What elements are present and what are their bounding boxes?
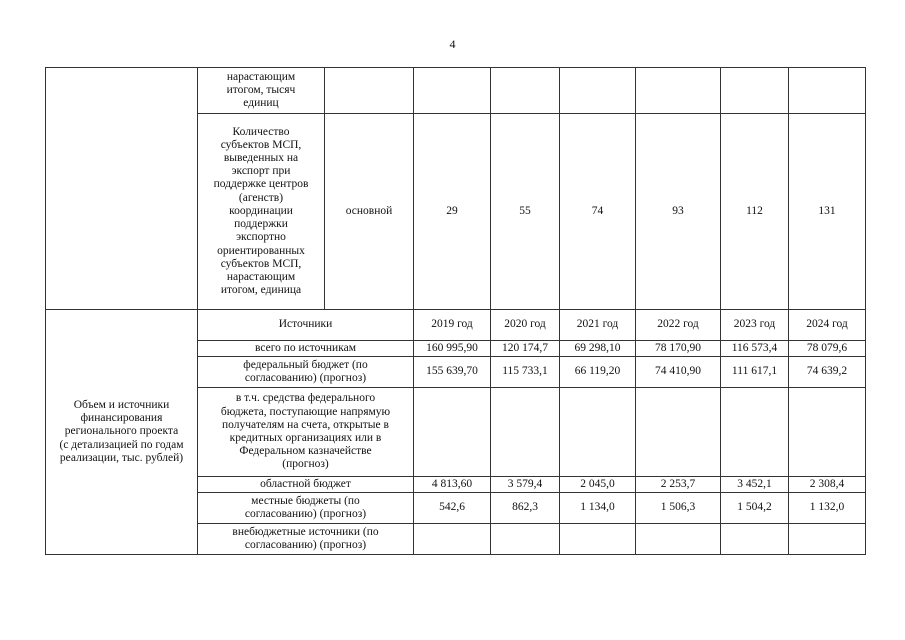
source-label: областной бюджет (260, 477, 351, 490)
year-header: 2021 год (560, 310, 636, 341)
source-value: 155 639,70 (414, 357, 491, 388)
source-value (636, 388, 721, 477)
source-value: 160 995,90 (414, 341, 491, 357)
source-value: 4 813,60 (414, 477, 491, 493)
source-value (414, 388, 491, 477)
indicator-value: 29 (414, 114, 491, 310)
source-value: 74 410,90 (636, 357, 721, 388)
indicator-type (325, 68, 414, 114)
indicator-value (560, 68, 636, 114)
source-value: 116 573,4 (721, 341, 789, 357)
source-value (491, 524, 560, 555)
source-value: 1 504,2 (721, 493, 789, 524)
source-label: внебюджетные источники (по согласованию) (прогноз) (232, 525, 379, 551)
page-number: 4 (449, 37, 456, 51)
sources-header: Источники (198, 310, 414, 341)
source-value: 74 639,2 (789, 357, 866, 388)
indicator-value: 131 (789, 114, 866, 310)
empty-section-cell (46, 68, 198, 310)
indicator-value: 74 (560, 114, 636, 310)
source-value: 78 079,6 (789, 341, 866, 357)
source-value: 862,3 (491, 493, 560, 524)
indicator-row (46, 68, 866, 114)
project-table (45, 67, 866, 555)
source-value (721, 524, 789, 555)
indicator-value: 112 (721, 114, 789, 310)
source-value: 542,6 (414, 493, 491, 524)
source-value: 115 733,1 (491, 357, 560, 388)
indicator-value (491, 68, 560, 114)
financing-section-title: Объем и источники финансирования регионального проекта (с детализацией по годам реализации, тыс. рублей) (46, 310, 198, 555)
source-value: 2 253,7 (636, 477, 721, 493)
source-value: 66 119,20 (560, 357, 636, 388)
source-value: 69 298,10 (560, 341, 636, 357)
indicator-value (789, 68, 866, 114)
year-header: 2024 год (789, 310, 866, 341)
year-header: 2022 год (636, 310, 721, 341)
indicator-value (636, 68, 721, 114)
source-value (491, 388, 560, 477)
source-value: 2 045,0 (560, 477, 636, 493)
indicator-name: Количество субъектов МСП, выведенных на экспорт при поддержке центров (агенств) координации поддержки экспортно ориентированных субъектов МСП, нарастающим итогом, единица (213, 125, 309, 297)
source-label: федеральный бюджет (по согласованию) (прогноз) (243, 358, 368, 384)
indicator-name: нарастающим итогом, тысяч единиц (226, 70, 296, 110)
financing-header-row (46, 310, 866, 341)
source-value (789, 524, 866, 555)
source-value: 3 452,1 (721, 477, 789, 493)
source-value (414, 524, 491, 555)
source-value: 2 308,4 (789, 477, 866, 493)
indicator-value: 55 (491, 114, 560, 310)
indicator-value (721, 68, 789, 114)
source-value: 1 506,3 (636, 493, 721, 524)
source-value: 3 579,4 (491, 477, 560, 493)
source-value (560, 388, 636, 477)
source-value: 120 174,7 (491, 341, 560, 357)
source-value (789, 388, 866, 477)
year-header: 2019 год (414, 310, 491, 341)
source-value (721, 388, 789, 477)
source-label: всего по источникам (254, 341, 357, 354)
source-value: 1 134,0 (560, 493, 636, 524)
source-label: местные бюджеты (по согласованию) (прогноз) (244, 494, 367, 520)
indicator-value: 93 (636, 114, 721, 310)
source-value: 78 170,90 (636, 341, 721, 357)
year-header: 2023 год (721, 310, 789, 341)
source-value (560, 524, 636, 555)
source-label: в т.ч. средства федерального бюджета, поступающие напрямую получателям на счета, открытые в кредитных организациях или в Федеральном казначействе (прогноз) (220, 392, 391, 471)
source-value: 1 132,0 (789, 493, 866, 524)
source-value (636, 524, 721, 555)
year-header: 2020 год (491, 310, 560, 341)
indicator-type: основной (325, 114, 414, 310)
indicator-value (414, 68, 491, 114)
source-value: 111 617,1 (721, 357, 789, 388)
